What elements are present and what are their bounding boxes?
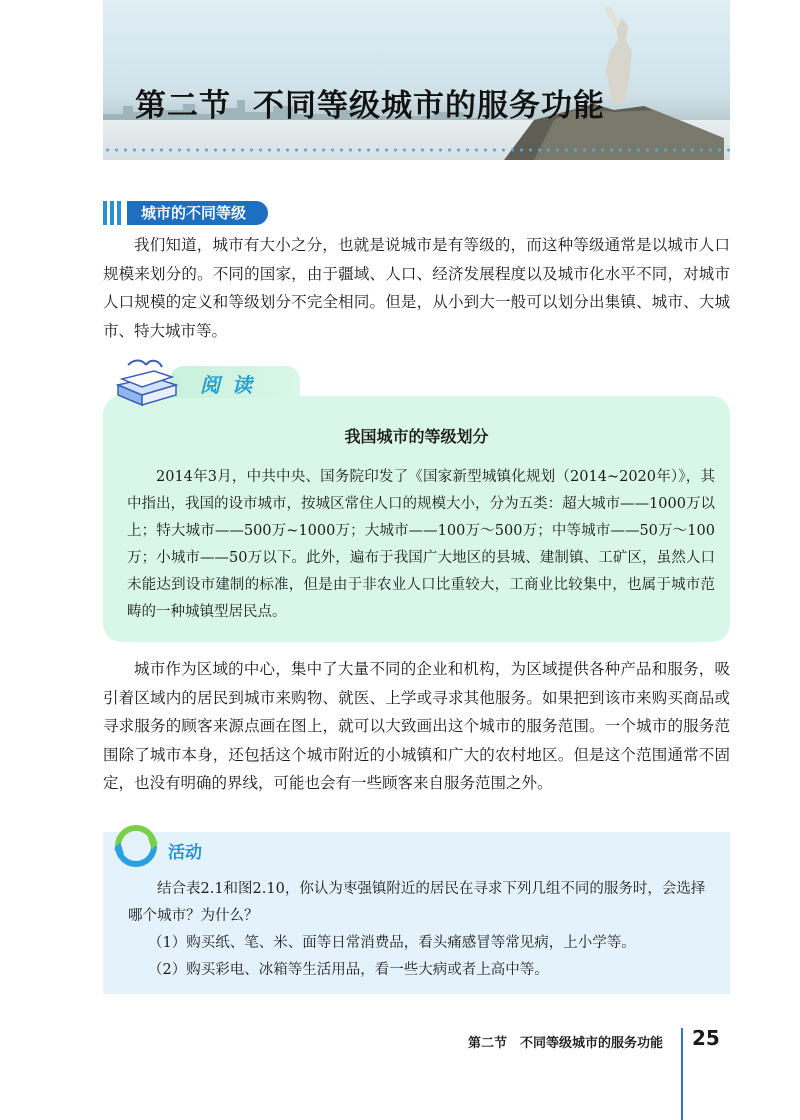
dotted-divider [103, 148, 730, 152]
activity-item-1: （1）购买纸、笔、米、面等日常消费品，看头痛感冒等常见病，上小学等。 [148, 935, 636, 951]
activity-label: 活动 [168, 843, 202, 863]
section-title: 不同等级城市的服务功能 [253, 88, 605, 124]
footer-chapter-title: 第二节 不同等级城市的服务功能 [468, 1036, 664, 1051]
book-stack-icon [112, 355, 182, 413]
cycle-arrows-icon [112, 822, 160, 870]
reading-title: 我国城市的等级划分 [344, 427, 489, 446]
section-number: 第二节 [135, 88, 231, 124]
reading-box [103, 396, 730, 642]
heading-bars-icon [103, 201, 121, 225]
reading-body: 2014年3月，中共中央、国务院印发了《国家新型城镇化规划（2014~2020年）》，其中指出，我国的设市城市，按城区常住人口的规模大小，分为五类：超大城市——1000万以上；特大城市——500万~1000万；大城市——100万～500万；中等城市——50万～100万；小城市——50万以下。此外，遍布于我国广大地区的县城、建制镇、工矿区，虽然人口未能达到设市建制的标准，但是由于非农业人口比重较大，工商业比较集中，也属于城市范畴的一种城镇型居民点。 [127, 469, 715, 620]
page-number: 25 [692, 1026, 720, 1050]
activity-item-2: （2）购买彩电、冰箱等生活用品，看一些大病或者上高中等。 [148, 962, 549, 978]
section-heading [103, 200, 268, 226]
header-banner [103, 0, 730, 160]
activity-intro: 结合表2.1和图2.10，你认为枣强镇附近的居民在寻求下列几组不同的服务时，会选择哪个城市？为什么？ [128, 881, 706, 924]
footer-divider [681, 1028, 683, 1120]
reading-tab [170, 366, 300, 398]
reading-tab-label: 阅读 [200, 373, 264, 397]
page-title [135, 80, 605, 125]
service-paragraph: 城市作为区域的中心，集中了大量不同的企业和机构，为区域提供各种产品和服务，吸引着区域内的居民到城市来购物、就医、上学或寻求其他服务。如果把到该市来购买商品或寻求服务的顾客来源点画在图上，就可以大致画出这个城市的服务范围。一个城市的服务范围除了城市本身，还包括这个城市附近的小城镇和广大的农村地区。但是这个范围通常不固定，也没有明确的界线，可能也会有一些顾客来自服务范围之外。 [103, 660, 730, 792]
intro-paragraph: 我们知道，城市有大小之分，也就是说城市是有等级的，而这种等级通常是以城市人口规模来划分的。不同的国家，由于疆域、人口、经济发展程度以及城市化水平不同，对城市人口规模的定义和等级划分不完全相同。但是，从小到大一般可以划分出集镇、城市、大城市、特大城市等。 [103, 236, 730, 340]
section-heading-label: 城市的不同等级 [127, 201, 268, 225]
